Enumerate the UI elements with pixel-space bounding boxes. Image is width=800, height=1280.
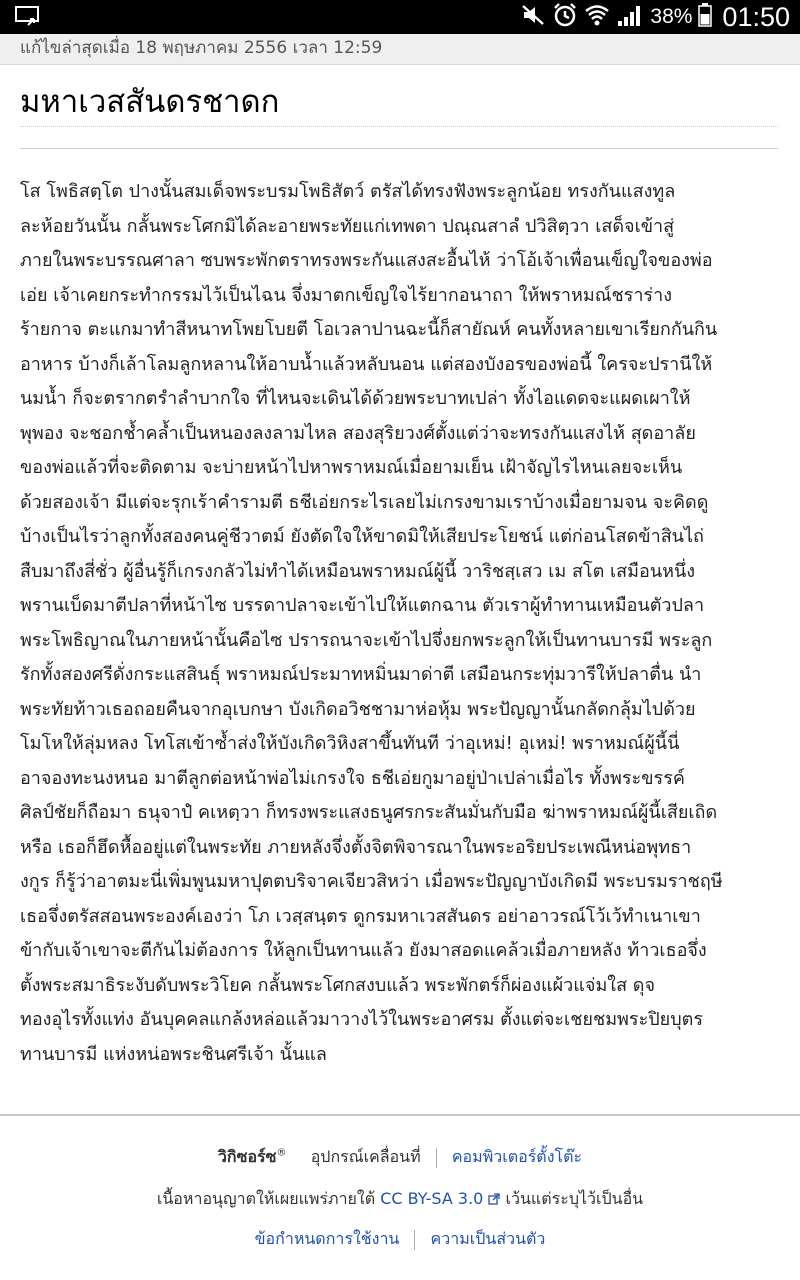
license-prefix: เนื้อหาอนุญาตให้เผยแพร่ภายใต้ (156, 1189, 376, 1208)
title-divider (20, 126, 778, 127)
article-content (20, 175, 780, 1072)
clock: 01:50 (722, 1, 790, 32)
text-line: พระทัยท้าวเธอถอยคืนจากอุเบกษา บังเกิดอวิชชามาห่อหุ้ม พระปัญญานั้นกลัดกลุ้มไปด้วย (20, 698, 696, 720)
alarm-icon (552, 2, 578, 32)
text-line: งกูร ก็รู้ว่าอาตมะนี่เพิ่มพูนมหาปุตตบริจาคเจียวสิหว่า เมื่อพระปัญญาบังเกิดมี พระบรมราชฤษี (20, 871, 723, 892)
footer-separator (436, 1148, 437, 1168)
text-line: อาหาร บ้างก็เล้าโลมลูกหลานให้อาบน้ำแล้วหลับนอน แต่สองบังอรของพ่อนี้ ใครจะปรานีให้ (20, 353, 713, 375)
footer-divider (0, 1114, 800, 1116)
text-line: ละห้อยวันนั้น กลั้นพระโศกมิได้ละอายพระทัยแก่เทพดา ปณฺณสาลํ ปวิสิตฺวา เสด็จเข้าสู่ (20, 215, 675, 237)
privacy-link[interactable]: ความเป็นส่วนตัว (430, 1229, 546, 1248)
text-line: เอ่ย เจ้าเคยกระทำกรรมไว้เป็นไฉน จึ่งมาตกเข็ญใจไร้ยากอนาถา ให้พราหมณ์ชราร่าง (20, 284, 672, 306)
mobile-view-label: อุปกรณ์เคลื่อนที่ (310, 1147, 421, 1166)
text-line: ทานบารมี แห่งหน่อพระชินศรีเจ้า นั้นแล (20, 1043, 327, 1065)
page-title: มหาเวสสันดรชาดก (20, 84, 280, 120)
text-line: ภายในพระบรรณศาลา ซบพระพักตราทรงพระกันแสงสะอื้นไห้ ว่าโอ้เจ้าเพื่อนเข็ญใจของพ่อ (20, 250, 713, 271)
text-line: นมน้ำ ก็จะตรากตรำลำบากใจ ที่ไหนจะเดินได้ด้วยพระบาทเปล่า ทั้งไอแดดจะแผดเผาให้ (20, 388, 691, 409)
text-line: โมโหให้ลุ่มหลง โทโสเข้าซ้ำส่งให้บังเกิดวิหิงสาขึ้นทันที ว่าอุเหม่! อุเหม่! พราหมณ์ผู้นี้นี่ (20, 733, 680, 754)
footer-license-row (0, 1187, 800, 1212)
mute-icon (520, 3, 546, 31)
desktop-view-link[interactable]: คอมพิวเตอร์ตั้งโต๊ะ (451, 1147, 583, 1166)
external-link-icon (488, 1190, 500, 1209)
content-divider (20, 148, 778, 149)
footer-links-row (0, 1227, 800, 1252)
last-modified-text: แก้ไขล่าสุดเมื่อ 18 พฤษภาคม 2556 เวลา 12:59 (20, 38, 383, 58)
text-line: สืบมาถึงสี่ชั่ว ผู้อื่นรู้ก็เกรงกลัวไม่ทำได้เหมือนพราหมณ์ผู้นี้ วาริชสฺเสว เม สโต เสมือนหนึ่ง (20, 560, 696, 582)
text-line: ร้ายกาจ ตะแกมาทำสีหนาทโพยโบยตี โอเวลาปานฉะนี้ก็สายัณห์ คนทั้งหลายเขาเรียกกันกิน (20, 319, 718, 340)
last-modified-bar[interactable] (0, 34, 800, 65)
text-line: ทองอุไรทั้งแท่ง อันบุคคลแกล้งหล่อแล้วมาวางไว้ในพระอาศรม ตั้งแต่จะเชยชมพระปิยบุตร (20, 1009, 704, 1030)
text-line: อาจองทะนงหนอ มาตีลูกต่อหน้าพ่อไม่เกรงใจ ธชีเอ่ยกูมาอยู่ป่าเปล่าเมื่อไร ทั้งพระขรรค์ (20, 767, 685, 789)
text-line: ด้วยสองเจ้า มีแต่จะรุกเร้าคำรามตี ธชีเอ่ยกระไรเลยไม่เกรงขามเราบ้างเมื่อยามจน จะคิดดู (20, 491, 709, 513)
footer-separator (414, 1230, 415, 1250)
battery-icon (698, 3, 712, 31)
text-line: โส โพธิสตฺโต ปางนั้นสมเด็จพระบรมโพธิสัตว์ ตรัสได้ทรงฟังพระลูกน้อย ทรงกันแสงทูล (20, 181, 676, 202)
text-line: บ้างเป็นไรว่าลูกทั้งสองคนคู่ชีวาตม์ ยังตัดใจให้ขาดมิให้เสียประโยชน์ แต่ก่อนโสดข้าสินไถ่ (20, 526, 704, 547)
text-line: พุพอง จะชอกช้ำคล้ำเป็นหนองลงลามไหล สองสุริยวงศ์ตั้งแต่ว่าจะทรงกันแสงไห้ สุดอาลัย (20, 422, 696, 444)
footer-brand-row (0, 1145, 800, 1170)
battery-percent: 38% (650, 5, 693, 28)
text-line: หรือ เธอก็ฮึดหื้ออยู่แต่ในพระทัย ภายหลังจึ่งตั้งจิตพิจารณาในพระอริยประเพณีหน่อพุทธา (20, 836, 692, 858)
terms-link[interactable]: ข้อกำหนดการใช้งาน (254, 1229, 400, 1248)
brand-name: วิกิซอร์ซ (217, 1147, 277, 1166)
text-line: เธอจึ่งตรัสสอนพระองค์เองว่า โภ เวสฺสนฺตร ดูกรมหาเวสสันดร อย่าอาวรณ์โว้เว้ทำเนาเขา (20, 905, 701, 927)
screen-mirror-icon (14, 5, 40, 31)
text-line: ข้ากับเจ้าเขาจะตีกันไม่ต้องการ ให้ลูกเป็นทานแล้ว ยังมาสอดแคล้วเมื่อภายหลัง ท้าวเธอจึ่ง (20, 940, 707, 961)
registered-mark: ® (276, 1147, 287, 1159)
license-link[interactable]: CC BY-SA 3.0 (380, 1189, 484, 1208)
text-line: ของพ่อแล้วที่จะติดตาม จะบ่ายหน้าไปหาพราหมณ์เมื่อยามเย็น เฝ้าจัญไรไหนเลยจะเห็น (20, 457, 683, 478)
text-line: พรานเบ็ดมาตีปลาที่หน้าไซ บรรดาปลาจะเข้าไปให้แตกฉาน ตัวเราผู้ทำทานเหมือนตัวปลา (20, 595, 705, 616)
text-line: ตั้งพระสมาธิระงับดับพระวิโยค กลั้นพระโศกสงบแล้ว พระพักตร์ก็ผ่องแผ้วแจ่มใส ดุจ (20, 974, 656, 996)
signal-icon (616, 3, 644, 31)
status-bar (0, 0, 800, 34)
license-suffix: เว้นแต่ระบุไว้เป็นอื่น (505, 1189, 644, 1208)
text-line: ศิลป์ชัยก็ถือมา ธนุจาปํ คเหตฺวา ก็ทรงพระแสงธนูศรกระสันมั่นกับมือ ฆ่าพราหมณ์ผู้นี้เสียเถิด (20, 802, 718, 823)
text-line: รักทั้งสองศรีดั่งกระแสสินธุ์ พราหมณ์ประมาทหมิ่นมาด่าตี เสมือนกระทุ่มวารีให้ปลาตื่น นำ (20, 664, 702, 685)
wifi-icon (584, 2, 610, 32)
text-line: พระโพธิญาณในภายหน้านั้นคือไซ ปรารถนาจะเข้าไปจึ่งยกพระลูกให้เป็นทานบารมี พระลูก (20, 629, 713, 651)
